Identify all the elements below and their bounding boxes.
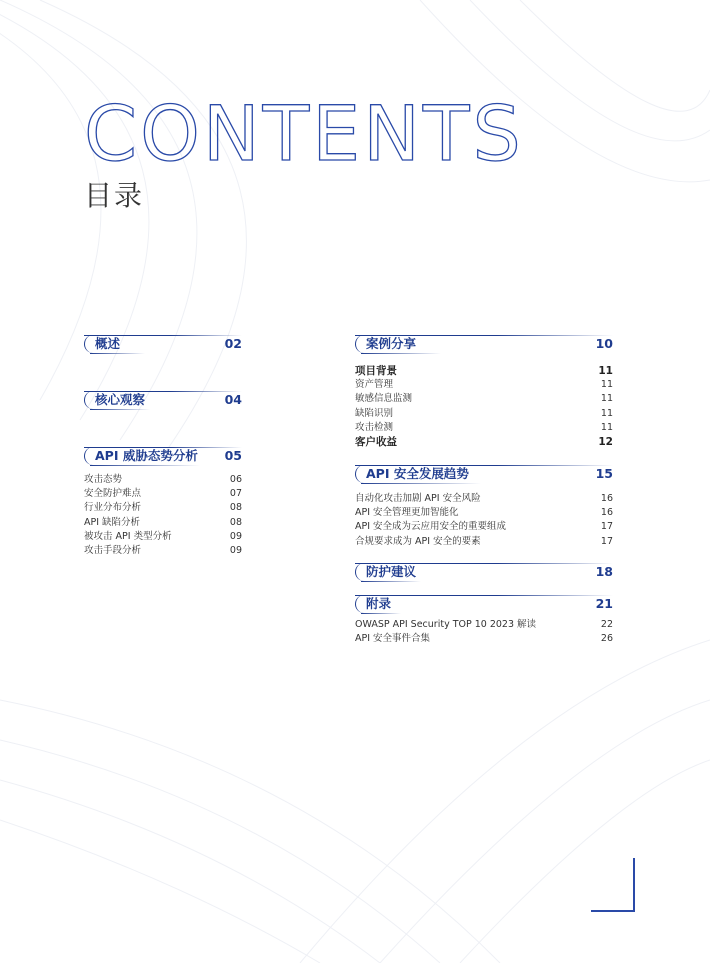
corner-mark-horizontal (591, 910, 635, 912)
toc-item[interactable]: 行业分布分析 08 (84, 502, 242, 514)
contents-subtitle: 目录 (84, 179, 145, 212)
section-title: 核心观察 (84, 391, 151, 409)
toc-item[interactable]: 攻击态势 06 (84, 474, 242, 485)
toc-item[interactable]: API 安全成为云应用安全的重要组成 17 (355, 521, 613, 533)
toc-item[interactable]: 敏感信息监测 11 (355, 393, 613, 405)
section-page: 10 (595, 336, 613, 351)
toc-item[interactable]: 被攻击 API 类型分析 09 (84, 530, 242, 542)
toc-item[interactable]: API 缺陷分析 08 (84, 516, 242, 528)
section-header (355, 595, 613, 615)
toc-item[interactable]: 攻击手段分析 09 (84, 544, 242, 556)
toc-item[interactable]: 资产管理 11 (355, 379, 613, 391)
toc-item[interactable]: 攻击检测 11 (355, 421, 613, 433)
section-title: 概述 (84, 335, 126, 353)
toc-item[interactable]: 客户收益 12 (355, 435, 613, 448)
section-page: 15 (595, 466, 613, 481)
toc-item[interactable]: OWASP API Security TOP 10 2023 解读 22 (355, 619, 613, 630)
section-page: 02 (224, 336, 242, 351)
section-title: 附录 (355, 595, 397, 613)
section-header (84, 391, 242, 411)
section-title: 防护建议 (355, 563, 422, 581)
toc-section-trends[interactable] (355, 465, 613, 549)
section-page: 05 (224, 448, 242, 463)
section-title: API 安全发展趋势 (355, 465, 475, 483)
toc-subitems (355, 364, 613, 449)
toc-item[interactable]: 缺陷识别 11 (355, 407, 613, 419)
toc-item[interactable]: 项目背景 11 (355, 365, 613, 377)
toc-section-appendix[interactable] (355, 595, 613, 646)
toc-item[interactable]: 合规要求成为 API 安全的要素 17 (355, 535, 613, 547)
toc-section-core-observations[interactable] (84, 391, 242, 411)
section-header (84, 335, 242, 355)
toc-item[interactable]: 安全防护难点 07 (84, 488, 242, 500)
toc-section-overview[interactable] (84, 335, 242, 355)
section-header (355, 335, 613, 355)
section-header (355, 563, 613, 583)
section-page: 21 (595, 596, 613, 611)
section-page: 04 (224, 392, 242, 407)
toc-subitems (84, 473, 242, 558)
section-page: 18 (595, 564, 613, 579)
contents-title: CONTENTS (84, 89, 524, 178)
toc-section-threat-analysis[interactable] (84, 447, 242, 558)
section-header (84, 447, 242, 467)
section-title: 案例分享 (355, 335, 422, 353)
toc-subitems (355, 492, 613, 549)
toc-subitems (355, 618, 613, 646)
toc-section-recommendations[interactable] (355, 563, 613, 583)
corner-mark-vertical (633, 858, 635, 912)
toc-item[interactable]: API 安全管理更加智能化 16 (355, 507, 613, 519)
toc-item[interactable]: API 安全事件合集 26 (355, 633, 613, 645)
toc-item[interactable]: 自动化攻击加剧 API 安全风险 16 (355, 493, 613, 504)
section-header (355, 465, 613, 485)
toc-section-case-study[interactable] (355, 335, 613, 449)
section-title: API 威胁态势分析 (84, 447, 204, 465)
